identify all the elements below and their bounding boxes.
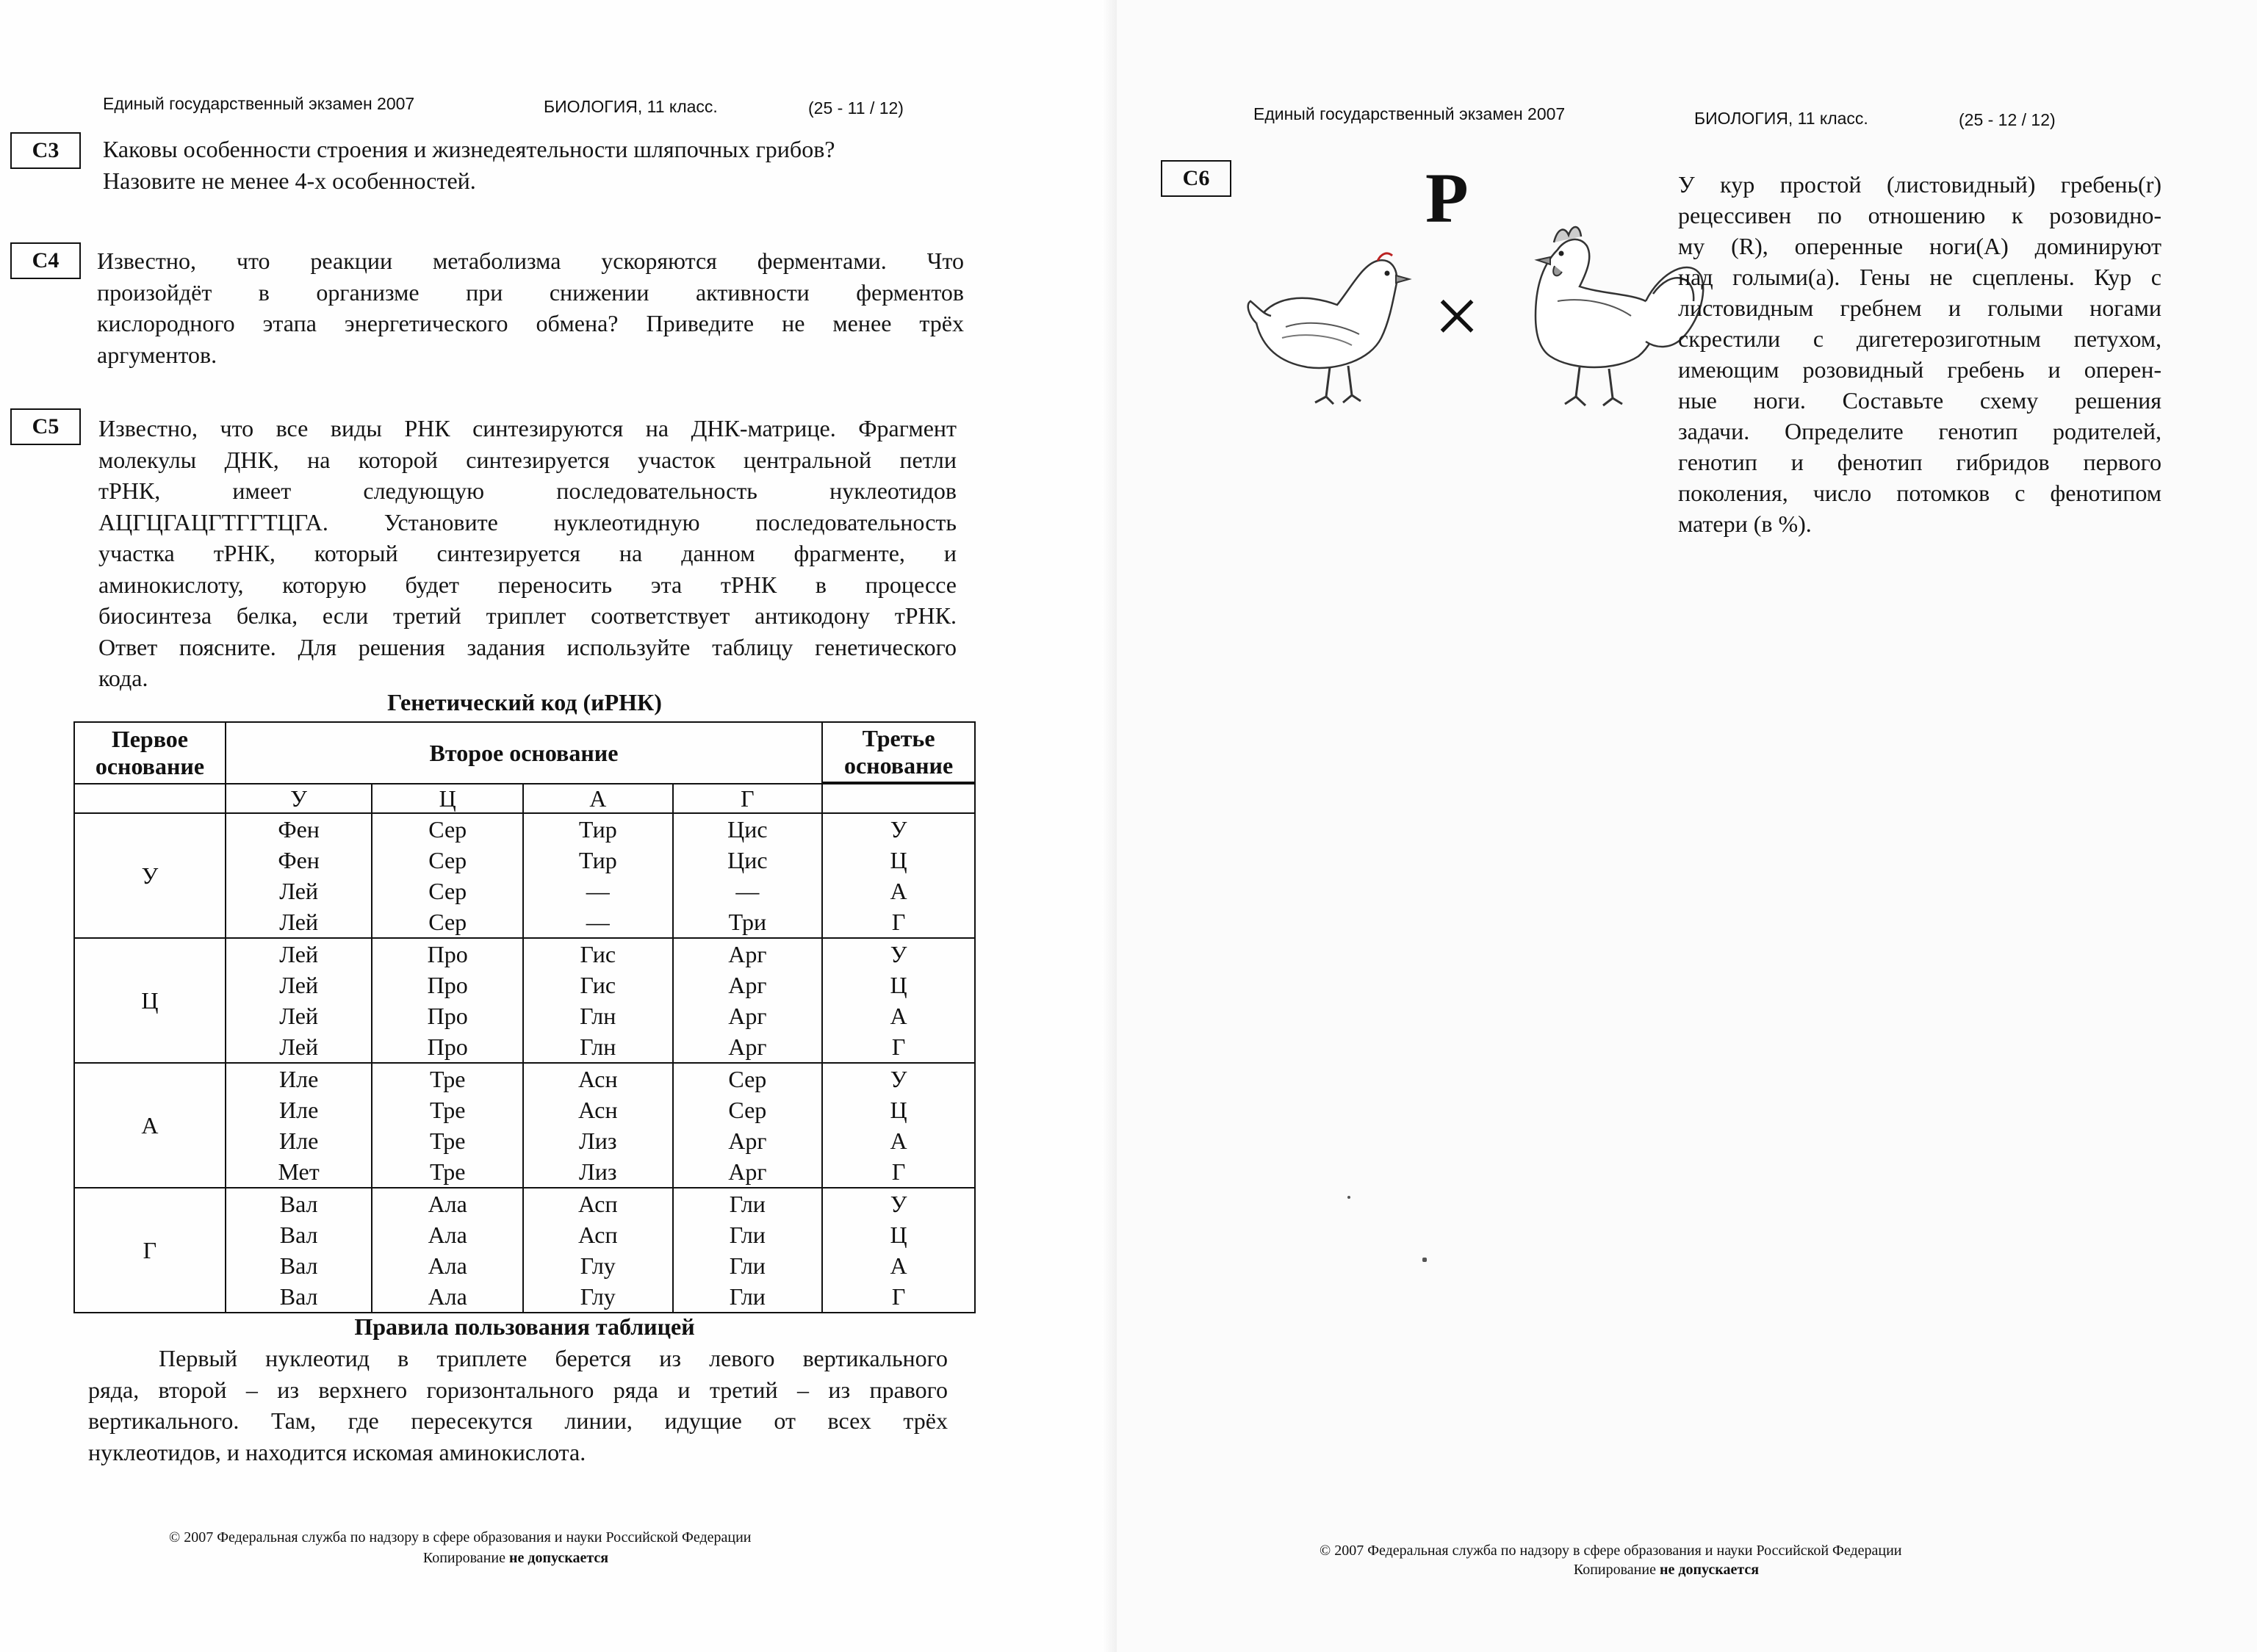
codon-cell: Глн: [580, 1003, 616, 1029]
subject-header: БИОЛОГИЯ, 11 класс.: [1694, 109, 1868, 128]
question-line: ные ноги. Составьте схему решения: [1678, 387, 2161, 414]
second-base-label: Г: [673, 784, 823, 813]
question-line: поколения, число потомков с фенотипом: [1678, 480, 2161, 506]
codon-cell: Сер: [428, 909, 467, 935]
codon-cell: Ала: [428, 1283, 467, 1310]
codon-cell: Иле: [278, 1128, 319, 1154]
rules-text: [88, 1343, 948, 1468]
question-line: Известно, что реакции метаболизма ускоряются ферментами. Что: [97, 248, 964, 274]
codon-cell: Вал: [279, 1222, 318, 1248]
codon-cell: Лей: [279, 941, 319, 967]
codon-cell: Цис: [727, 847, 768, 873]
question-line: кислородного этапа энергетического обмена? Приведите не менее трёх: [97, 310, 964, 336]
third-base-label: А: [890, 1003, 907, 1029]
question-line: биосинтеза белка, если третий триплет соответствует антикодону тРНК.: [98, 602, 957, 629]
codon-cell: Вал: [279, 1252, 318, 1279]
third-base-label: Ц: [890, 847, 907, 873]
second-base-label: Ц: [372, 784, 523, 813]
codon-cell: Лей: [279, 1003, 319, 1029]
copy-restriction: [1320, 1562, 2013, 1579]
codon-cell: Тре: [429, 1066, 466, 1092]
codon-cell: Гли: [729, 1283, 766, 1310]
first-base-subheader-cell: [74, 784, 226, 813]
question-line: над голыми(а). Гены не сцеплены. Кур с: [1678, 264, 2161, 290]
question-line: му (R), оперенные ноги(А) доминируют: [1678, 233, 2161, 259]
codon-cell: Тир: [578, 816, 617, 843]
exam-header: Единый государственный экзамен 2007: [1253, 104, 1566, 123]
third-base-label: Г: [891, 1283, 906, 1310]
codon-cell: —: [586, 878, 610, 904]
rules-line: Первый нуклеотид в триплете берется из левого вертикального: [159, 1345, 948, 1371]
third-base-label: У: [890, 1066, 907, 1092]
codon-cell: Сер: [428, 878, 467, 904]
rules-line: нуклеотидов, и находится искомая аминокислота.: [88, 1438, 586, 1465]
codon-cell: Асп: [577, 1191, 618, 1217]
codon-cell: Про: [427, 1034, 468, 1060]
exam-header: Единый государственный экзамен 2007: [103, 94, 415, 113]
codon-cell: Ала: [428, 1252, 467, 1279]
first-base-cell: Ц: [74, 938, 226, 1063]
question-line: аргументов.: [97, 341, 217, 368]
codon-cell: Сер: [428, 816, 467, 843]
codon-cell: Фен: [278, 816, 320, 843]
question-line: произойдёт в организме при снижении активности ферментов: [97, 278, 964, 306]
codon-cell: Вал: [279, 1191, 318, 1217]
codon-cell: Фен: [278, 847, 320, 873]
codon-cell: Гис: [580, 941, 616, 967]
codon-cell: Арг: [728, 972, 767, 998]
header-first-base: Первое основание: [74, 722, 226, 784]
third-base-label: А: [890, 1128, 907, 1154]
codon-cell: Ала: [428, 1222, 467, 1248]
question-line: задачи. Определите генотип родителей,: [1678, 418, 2161, 444]
page-reference: (25 - 12 / 12): [1959, 110, 2056, 129]
codon-cell: Иле: [278, 1066, 319, 1092]
question-line: матери (в %).: [1678, 511, 1812, 537]
codon-cell: Тре: [429, 1097, 466, 1123]
codon-cell: Мет: [278, 1158, 320, 1185]
codon-cell: Про: [427, 1003, 468, 1029]
copyright-notice: © 2007 Федеральная служба по надзору в сфере образования и науки Российской Федерации: [1320, 1543, 1902, 1559]
codon-cell: Арг: [728, 941, 767, 967]
question-label-c4: C4: [10, 242, 81, 279]
copy-restriction: [169, 1550, 863, 1567]
codon-cell: Вал: [279, 1283, 318, 1310]
codon-cell: Лей: [279, 1034, 319, 1060]
question-label-c6: C6: [1161, 160, 1231, 197]
codon-cell: Гис: [580, 972, 616, 998]
question-c6-text: [1678, 169, 2161, 539]
codon-cell: Асп: [577, 1222, 618, 1248]
codon-cell: Лиз: [579, 1128, 617, 1154]
second-base-label: А: [523, 784, 673, 813]
question-line: участка тРНК, который синтезируется на данном фрагменте, и: [98, 540, 957, 566]
right-page: [1117, 0, 2257, 1652]
copy-prefix: Копирование: [1573, 1562, 1660, 1578]
question-line: кода.: [98, 665, 148, 691]
codon-cell: Асн: [577, 1066, 618, 1092]
copy-bold: не допускается: [508, 1550, 609, 1566]
table-row: [74, 1063, 975, 1188]
third-base-label: А: [890, 1252, 907, 1279]
copyright-notice: © 2007 Федеральная служба по надзору в сфере образования и науки Российской Федерации: [169, 1529, 752, 1545]
codon-cell: Арг: [728, 1128, 767, 1154]
header-third-base: Третье основание: [822, 722, 975, 782]
question-line: Известно, что все виды РНК синтезируются на ДНК-матрице. Фрагмент: [98, 415, 957, 441]
codon-cell: Гли: [729, 1222, 766, 1248]
hen-icon: [1242, 235, 1418, 411]
codon-cell: Глн: [580, 1034, 616, 1060]
scan-speck: [1422, 1258, 1427, 1262]
first-base-cell: Г: [74, 1188, 226, 1313]
codon-cell: Цис: [727, 816, 768, 843]
question-line: молекулы ДНК, на которой синтезируется участок центральной петли: [98, 446, 957, 473]
question-label-c3: C3: [10, 132, 81, 169]
codon-cell: Лей: [279, 972, 319, 998]
codon-cell: Арг: [728, 1003, 767, 1029]
codon-cell: Лей: [279, 878, 319, 904]
codon-cell: —: [735, 878, 760, 904]
question-line: генотип и фенотип гибридов первого: [1678, 449, 2161, 475]
question-c3-text: [103, 134, 955, 196]
codon-cell: Лей: [279, 909, 319, 935]
genetic-code-table: [73, 721, 976, 1313]
third-base-label: У: [890, 1191, 907, 1217]
codon-cell: —: [586, 909, 610, 935]
codon-cell: Тир: [578, 847, 617, 873]
codon-cell: Сер: [728, 1066, 767, 1092]
scan-speck: [1347, 1196, 1350, 1199]
codon-cell: Тре: [429, 1158, 466, 1185]
question-c5-text: [98, 413, 957, 694]
codon-cell: Про: [427, 972, 468, 998]
copy-bold: не допускается: [1659, 1562, 1760, 1578]
first-base-cell: У: [74, 813, 226, 938]
left-page: [0, 0, 1117, 1652]
page-reference: (25 - 11 / 12): [808, 98, 904, 118]
codon-cell: Сер: [428, 847, 467, 873]
parents-label: P: [1425, 159, 1469, 237]
header-second-base: Второе основание: [226, 722, 822, 784]
rules-line: ряда, второй – из верхнего горизонтального ряда и третий – из правого: [88, 1376, 948, 1403]
rules-title: Правила пользования таблицей: [354, 1313, 695, 1340]
codon-cell: Про: [427, 941, 468, 967]
third-base-label: Г: [891, 909, 906, 935]
codon-cell: Глу: [580, 1283, 616, 1310]
codon-cell: Сер: [728, 1097, 767, 1123]
codon-cell: Гли: [729, 1252, 766, 1279]
question-line: скрестили с дигетерозиготным петухом,: [1678, 325, 2161, 352]
codon-cell: Тре: [429, 1128, 466, 1154]
question-c4-text: [97, 245, 964, 370]
third-base-label: У: [890, 816, 907, 843]
question-line: Назовите не менее 4-х особенностей.: [103, 167, 476, 194]
rules-line: вертикального. Там, где пересекутся линии, идущие от всех трёх: [88, 1407, 948, 1434]
codon-cell: Ала: [428, 1191, 467, 1217]
question-line: У кур простой (листовидный) гребень(r): [1678, 171, 2161, 198]
codon-cell: Асн: [577, 1097, 618, 1123]
copy-prefix: Копирование: [422, 1550, 509, 1566]
third-base-label: Г: [891, 1034, 906, 1060]
third-base-label: У: [890, 941, 907, 967]
codon-cell: Гли: [729, 1191, 766, 1217]
codon-cell: Арг: [728, 1034, 767, 1060]
question-line: тРНК, имеет следующую последовательность нуклеотидов: [98, 477, 957, 504]
table-row: [74, 813, 975, 938]
third-base-label: Ц: [890, 972, 907, 998]
table-row: [74, 938, 975, 1063]
table-row: [74, 1188, 975, 1313]
question-line: имеющим розовидный гребень и оперен-: [1678, 356, 2161, 383]
codon-cell: Лиз: [579, 1158, 617, 1185]
third-base-label: Ц: [890, 1222, 907, 1248]
first-base-cell: А: [74, 1063, 226, 1188]
codon-cell: Арг: [728, 1158, 767, 1185]
question-line: рецессивен по отношению к розовидно-: [1678, 202, 2161, 228]
codon-cell: Иле: [278, 1097, 319, 1123]
table-title: Генетический код (иРНК): [387, 689, 662, 715]
third-base-label: Ц: [890, 1097, 907, 1123]
question-line: аминокислоту, которую будет переносить эта тРНК в процессе: [98, 571, 957, 598]
cross-symbol: ×: [1434, 271, 1480, 361]
question-line: Ответ поясните. Для решения задания используйте таблицу генетического: [98, 633, 957, 660]
question-line: Каковы особенности строения и жизнедеятельности шляпочных грибов?: [103, 136, 835, 162]
question-line: АЦГЦГАЦГТГГТЦГА. Установите нуклеотидную последовательность: [98, 508, 957, 535]
third-base-subheader-cell: [822, 784, 975, 813]
codon-cell: Три: [728, 909, 767, 935]
third-base-label: Г: [891, 1158, 906, 1185]
subject-header: БИОЛОГИЯ, 11 класс.: [544, 97, 718, 116]
third-base-label: А: [890, 878, 907, 904]
question-label-c5: C5: [10, 408, 81, 445]
second-base-label: У: [226, 784, 372, 813]
question-line: листовидным гребнем и голыми ногами: [1678, 295, 2161, 321]
codon-cell: Глу: [580, 1252, 616, 1279]
